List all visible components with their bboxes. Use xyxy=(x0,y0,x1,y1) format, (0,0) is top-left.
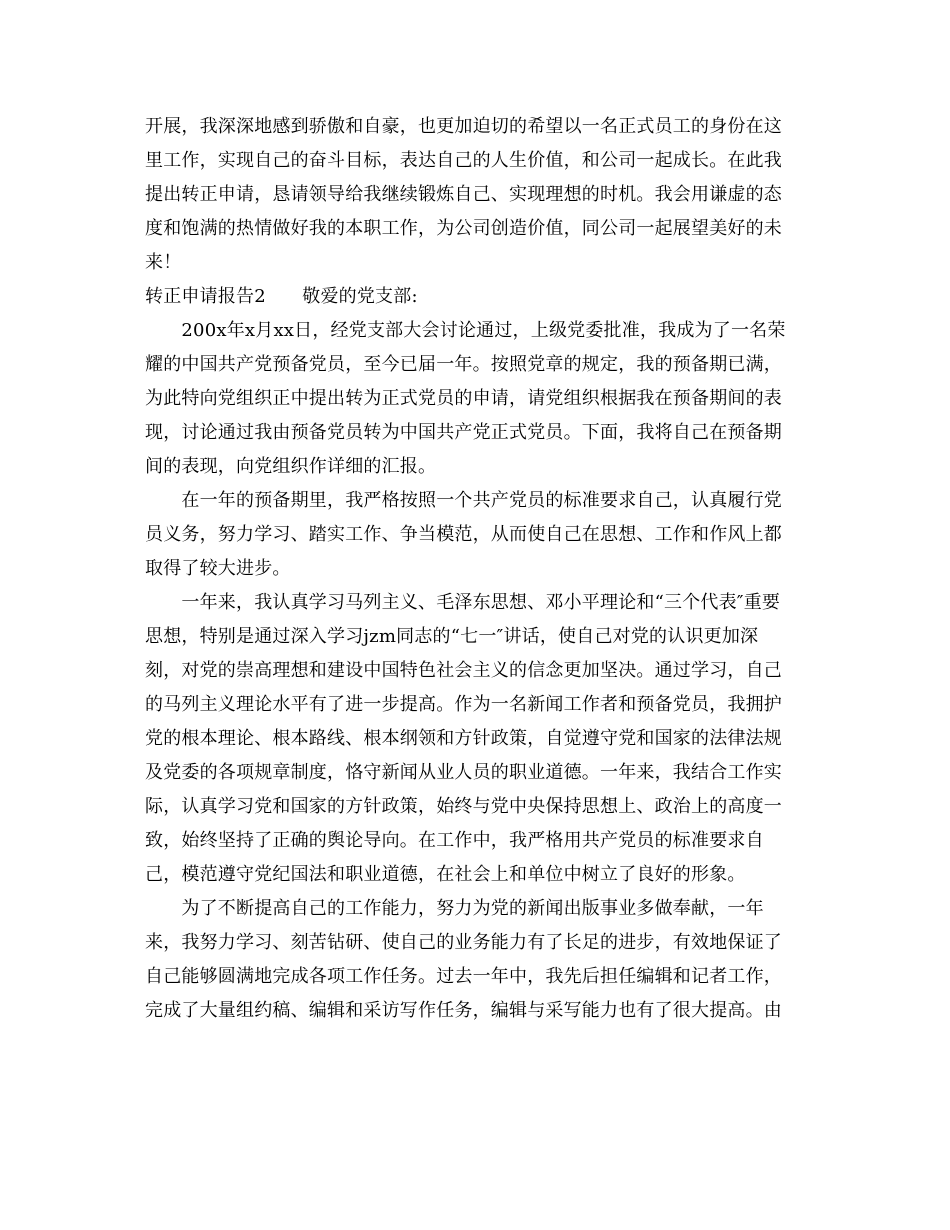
text-line: 自己能够圆满地完成各项工作任务。过去一年中，我先后担任编辑和记者工作， xyxy=(145,966,782,987)
text-line: 际，认真学习党和国家的方针政策，始终与党中央保持思想上、政治上的高度一 xyxy=(145,796,782,817)
text-line: 及党委的各项规章制度，恪守新闻从业人员的职业道德。一年来，我结合工作实 xyxy=(145,762,782,783)
text-line: 间的表现，向党组织作详细的汇报。 xyxy=(145,456,437,477)
document-body xyxy=(145,110,805,1028)
text-line: 现，讨论通过我由预备党员转为中国共产党正式党员。下面，我将自己在预备期 xyxy=(145,422,782,443)
text-line: 取得了较大进步。 xyxy=(145,558,291,579)
text-line: 完成了大量组约稿、编辑和采访写作任务，编辑与采写能力也有了很大提高。由 xyxy=(145,1000,782,1021)
text-line: 耀的中国共产党预备党员，至今已届一年。按照党章的规定，我的预备期已满， xyxy=(145,354,782,375)
text-line: 来，我努力学习、刻苦钻研、使自己的业务能力有了长足的进步，有效地保证了 xyxy=(145,932,782,953)
text-line: 提出转正申请，恳请领导给我继续锻炼自己、实现理想的时机。我会用谦虚的态 xyxy=(145,184,782,205)
text-line: 的马列主义理论水平有了进一步提高。作为一名新闻工作者和预备党员，我拥护 xyxy=(145,694,782,715)
text-line: 度和饱满的热情做好我的本职工作，为公司创造价值，同公司一起展望美好的未 xyxy=(145,218,782,239)
text-line: 刻，对党的崇高理想和建设中国特色社会主义的信念更加坚决。通过学习，自己 xyxy=(145,660,782,681)
text-line: 为了不断提高自己的工作能力，努力为党的新闻出版事业多做奉献，一年 xyxy=(145,898,764,919)
text-line: 200x年x月xx日，经党支部大会讨论通过，上级党委批准，我成为了一名荣 xyxy=(145,320,786,341)
text-line: 己，模范遵守党纪国法和职业道德，在社会上和单位中树立了良好的形象。 xyxy=(145,864,746,885)
text-line: 员义务，努力学习、踏实工作、争当模范，从而使自己在思想、工作和作风上都 xyxy=(145,524,782,545)
text-line: 党的根本理论、根本路线、根本纲领和方针政策，自觉遵守党和国家的法律法规 xyxy=(145,728,782,749)
section-heading: 转正申请报告2 敬爱的党支部: xyxy=(145,286,418,307)
text-line: 思想，特别是通过深入学习jzm同志的“七一″讲话，使自己对党的认识更加深 xyxy=(145,626,759,647)
text-line: 一年来，我认真学习马列主义、毛泽东思想、邓小平理论和“三个代表″重要 xyxy=(145,592,781,613)
text-line: 来！ xyxy=(145,252,182,273)
text-line: 为此特向党组织正中提出转为正式党员的申请，请党组织根据我在预备期间的表 xyxy=(145,388,782,409)
text-line: 在一年的预备期里，我严格按照一个共产党员的标准要求自己，认真履行党 xyxy=(145,490,782,511)
text-line: 开展，我深深地感到骄傲和自豪，也更加迫切的希望以一名正式员工的身份在这 xyxy=(145,116,782,137)
text-line: 致，始终坚持了正确的舆论导向。在工作中，我严格用共产党员的标准要求自 xyxy=(145,830,764,851)
text-line: 里工作，实现自己的奋斗目标，表达自己的人生价值，和公司一起成长。在此我 xyxy=(145,150,782,171)
